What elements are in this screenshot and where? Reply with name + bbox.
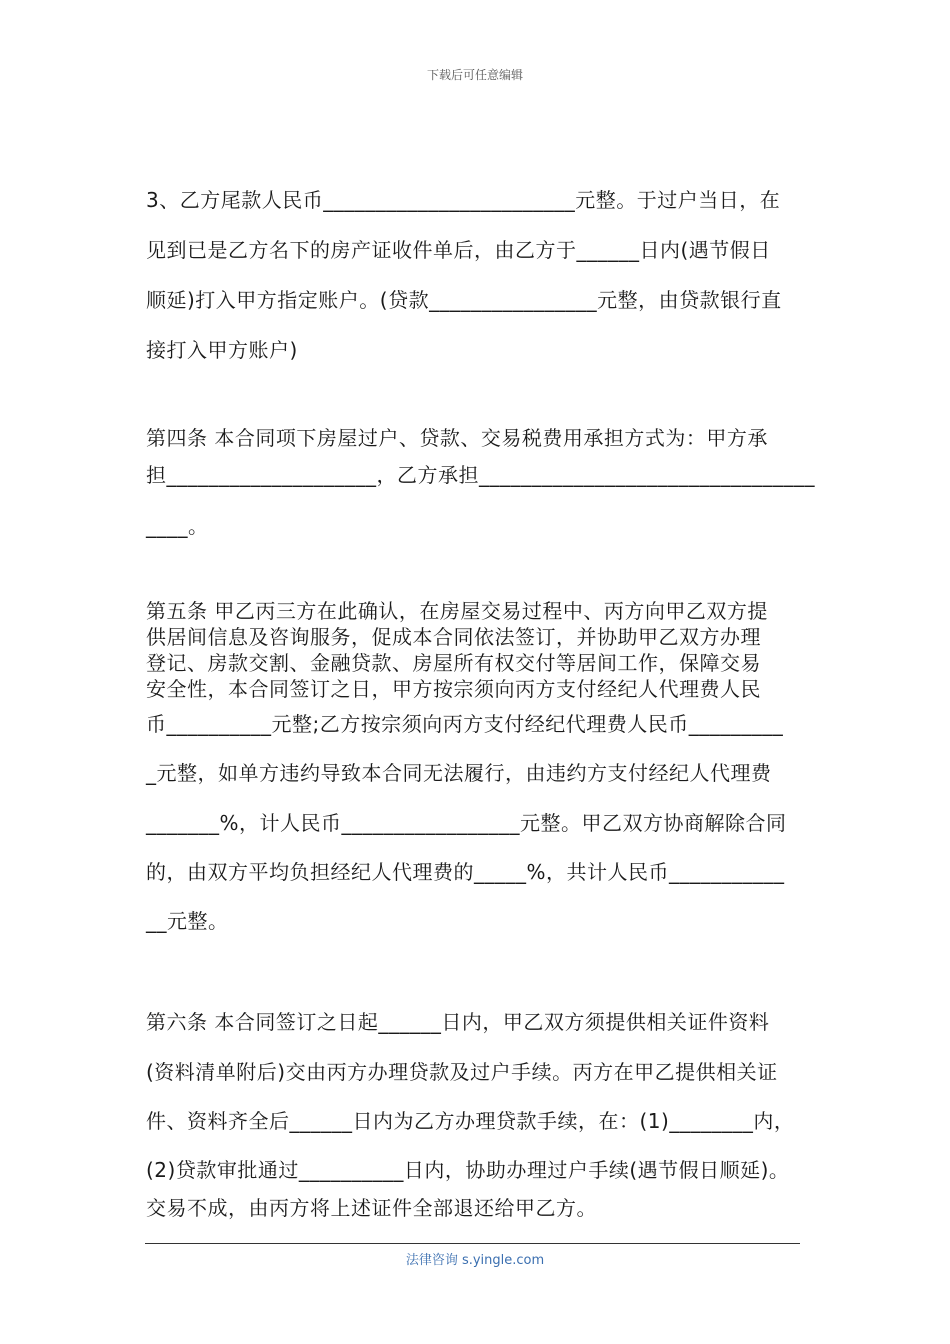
paragraph-line: 顺延)打入甲方指定账户。(贷款________________元整，由贷款银行直	[146, 288, 782, 312]
paragraph-line: 交易不成，由丙方将上述证件全部退还给甲乙方。	[146, 1196, 597, 1220]
paragraph-line: _元整，如单方违约导致本合同无法履行，由违约方支付经纪人代理费	[146, 761, 772, 785]
paragraph-line: (2)贷款审批通过__________日内，协助办理过户手续(遇节假日顺延)。	[146, 1158, 790, 1182]
page-header: 下载后可任意编辑	[426, 68, 523, 82]
paragraph-line: 第四条 本合同项下房屋过户、贷款、交易税费用承担方式为：甲方承	[146, 426, 768, 450]
paragraph-line: 接打入甲方账户)	[146, 338, 298, 362]
paragraph-line: 供居间信息及咨询服务，促成本合同依法签订，并协助甲乙双方办理	[146, 625, 761, 649]
paragraph-line: (资料清单附后)交由丙方办理贷款及过户手续。丙方在甲乙提供相关证	[146, 1060, 778, 1084]
paragraph-line: __元整。	[146, 909, 229, 933]
paragraph-line: 第五条 甲乙丙三方在此确认，在房屋交易过程中、丙方向甲乙双方提	[146, 599, 768, 623]
paragraph-line: 安全性，本合同签订之日，甲方按宗须向丙方支付经纪人代理费人民	[146, 677, 761, 701]
paragraph-line: _______%，计人民币_________________元整。甲乙双方协商解除合同	[146, 811, 787, 835]
paragraph-line: 见到已是乙方名下的房产证收件单后，由乙方于______日内(遇节假日	[146, 238, 771, 262]
paragraph-line: 第六条 本合同签订之日起______日内，甲乙双方须提供相关证件资料	[146, 1010, 770, 1034]
paragraph-line: ____。	[146, 514, 209, 538]
paragraph-line: 币__________元整;乙方按宗须向丙方支付经纪代理费人民币_________	[146, 712, 784, 736]
paragraph-line: 件、资料齐全后______日内为乙方办理贷款手续，在：(1)________内，	[146, 1109, 795, 1133]
footer-link[interactable]: 法律咨询 s.yingle.com	[405, 1253, 545, 1268]
footer-divider	[145, 1243, 800, 1244]
paragraph-line: 3、乙方尾款人民币________________________元整。于过户当日，在	[146, 188, 781, 212]
paragraph-line: 的，由双方平均负担经纪人代理费的_____%，共计人民币___________	[146, 860, 785, 884]
paragraph-line: 担____________________，乙方承担________________________________	[146, 463, 815, 487]
paragraph-line: 登记、房款交割、金融贷款、房屋所有权交付等居间工作，保障交易	[146, 651, 761, 675]
